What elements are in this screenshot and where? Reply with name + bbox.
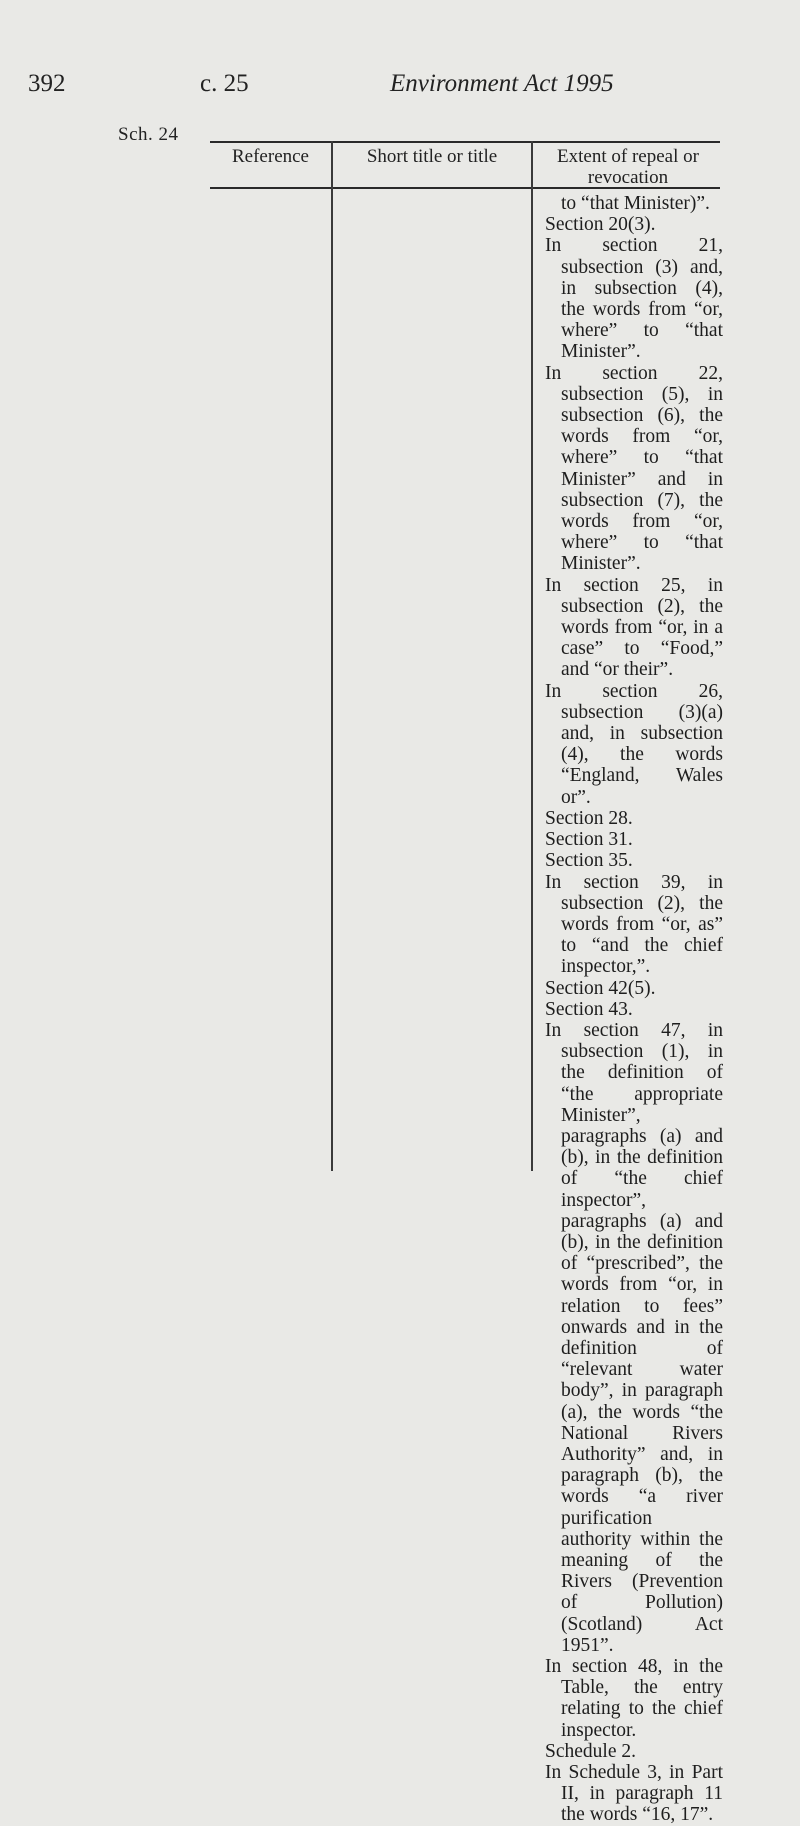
column-divider <box>531 141 533 1171</box>
schedule-label: Sch. 24 <box>118 124 179 145</box>
act-title: Environment Act 1995 <box>390 70 614 97</box>
page-header <box>0 70 800 110</box>
repeal-entry: In section 39, in subsection (2), the words from “or, as” to “and the chief inspector,”. <box>545 871 723 978</box>
repeal-entry: In Schedule 3, in Part II, in paragraph 11 the words “16, 17”. <box>545 1762 723 1826</box>
repeal-entry: In section 25, in subsection (2), the words from “or, in a case” to “Food,” and “or their”. <box>545 574 723 681</box>
repeal-entry: to “that Minister)”. <box>561 193 710 214</box>
repeal-entry: In section 26, subsection (3)(a) and, in subsection (4), the words “England, Wales or”. <box>545 680 723 808</box>
table-top-rule <box>210 141 720 143</box>
column-header-reference: Reference <box>232 146 309 167</box>
repeal-entry: Section 31. <box>545 829 633 851</box>
repeal-entry: Section 28. <box>545 807 633 829</box>
page-number: 392 <box>28 70 66 97</box>
column-header-extent: Extent of repeal or revocation <box>557 146 699 188</box>
chapter-reference: c. 25 <box>200 70 249 97</box>
repeal-entry: In section 22, subsection (5), in subsection (6), the words from “or, where” to “that Minister” and in subsection (7), the words from “or, where” to “that Minister”. <box>545 362 723 575</box>
repeal-entry: Schedule 2. <box>545 1740 636 1762</box>
repeal-entry: Section 42(5). <box>545 977 656 999</box>
repeal-entry: Section 35. <box>545 850 633 872</box>
repeal-entry: In section 21, subsection (3) and, in subsection (4), the words from “or, where” to “that Minister”. <box>545 235 723 363</box>
repeal-entry: Section 20(3). <box>545 214 656 236</box>
repeal-entry: Section 43. <box>545 998 633 1020</box>
column-divider <box>331 141 333 1171</box>
extent-of-repeal-column <box>545 193 723 1826</box>
repeal-entry: In section 48, in the Table, the entry relating to the chief inspector. <box>545 1656 723 1741</box>
repeal-entry: In section 47, in subsection (1), in the definition of “the appropriate Minister”, paragraphs (a) and (b), in the definition of “the chief inspector”, paragraphs (a) and (b), in the definition of “prescribed”, the words from “or, in relation to fees” onwards and in the definition of “relevant water body”, in paragraph (a), the words “the National Rivers Authority” and, in paragraph (b), the words “a river purification authority within the meaning of the Rivers (Prevention of Pollution) (Scotland) Act 1951”. <box>545 1019 723 1656</box>
column-header-short-title: Short title or title <box>366 146 498 167</box>
